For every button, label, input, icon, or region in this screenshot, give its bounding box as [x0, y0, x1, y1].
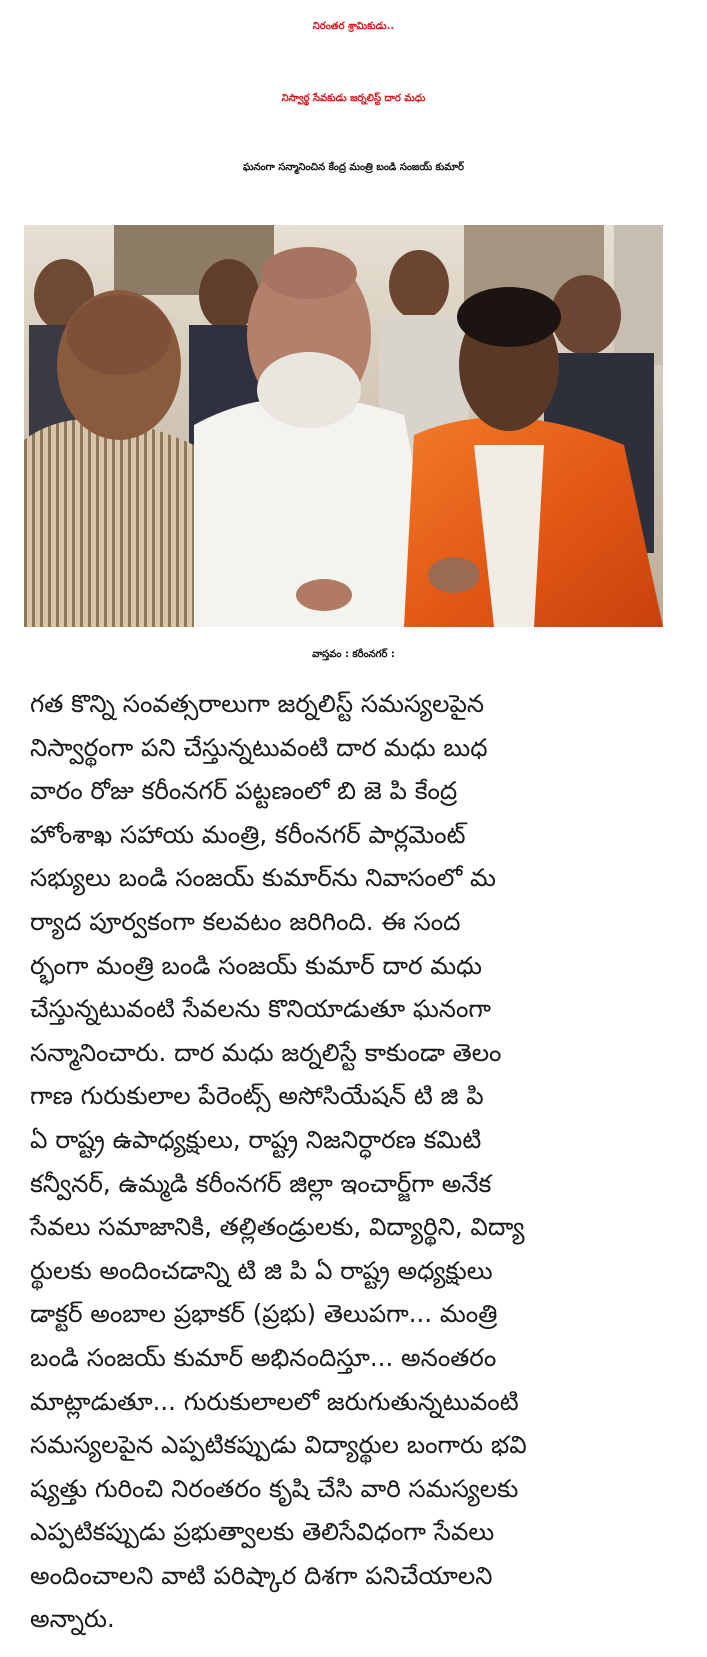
article-line: నిస్వార్థంగా పని చేస్తున్నటువంటి దార మధు బుధ — [30, 732, 488, 762]
article-line: గత కొన్ని సంవత్సరాలుగా జర్నలిస్ట్ సమస్యలపైన — [30, 689, 485, 718]
article-line: ర్భంగా మంత్రి బండి సంజయ్ కుమార్ దార మధు — [30, 950, 482, 980]
article-line: సభ్యులు బండి సంజయ్ కుమార్‌ను నివాసంలో మ — [30, 863, 496, 893]
article-line: ర్యాద పూర్వకంగా కలవటం జరిగింది. ఈ సంద — [30, 906, 461, 936]
article-body — [30, 682, 670, 1641]
article-line: డాక్టర్ అంబాల ప్రభాకర్ (ప్రభు) తెలుపగా... మంత్రి — [30, 1299, 498, 1329]
article-line: సన్మానించారు. దార మధు జర్నలిస్టే కాకుండా తెలం — [30, 1037, 502, 1067]
article-line: ష్యత్తు గురించి నిరంతరం కృషి చేసి వారి సమస్యలకు — [30, 1473, 519, 1503]
article-line: గాణ గురుకులాల పేరెంట్స్ అసోసియేషన్ టి జి పి — [30, 1081, 484, 1111]
article-line: కన్వీనర్, ఉమ్మడి కరీంనగర్ జిల్లా ఇంచార్జ్‌గా అనేక — [30, 1168, 492, 1198]
photo-illustration — [24, 225, 663, 627]
article-line: అన్నారు. — [30, 1604, 115, 1634]
dateline: వాస్తవం : కరీంనగర్ : — [312, 649, 395, 660]
article-line: ఏ రాష్ట్ర ఉపాధ్యక్షులు, రాష్ట్ర నిజనిర్ధారణ కమిటి — [30, 1124, 482, 1154]
article-line: సేవలు సమాజానికి, తల్లితండ్రులకు, విద్యార్థిని, విద్యా — [30, 1212, 525, 1242]
article-line: హోంశాఖ సహాయ మంత్రి, కరీంనగర్ పార్లమెంట్ — [30, 819, 466, 849]
article-line: అందించాలని వాటి పరిష్కార దిశగా పనిచేయాలని — [30, 1560, 493, 1590]
subheadline: ఘనంగా సన్మానించిన కేంద్ర మంత్రి బండి సంజయ్ కుమార్ — [243, 162, 464, 173]
article-line: ర్థులకు అందించడాన్ని టి జి పి ఏ రాష్ట్ర అధ్యక్షులు — [30, 1255, 493, 1285]
article-line: సమస్యలపైన ఎప్పటికప్పుడు విద్యార్థుల బంగారు భవి — [30, 1430, 527, 1460]
article-line: బండి సంజయ్ కుమార్ అభినందిస్తూ... అనంతరం — [30, 1342, 497, 1372]
article-line: వారం రోజు కరీంనగర్ పట్టణంలో బి జె పి కేంద్ర — [30, 776, 458, 806]
article-line: చేస్తున్నటువంటి సేవలను కొనియాడుతూ ఘనంగా — [30, 994, 491, 1024]
headline-line-1: నిరంతర శ్రామికుడు.. — [312, 21, 395, 32]
article-line: ఎప్పటికప్పుడు ప్రభుత్వాలకు తెలిసేవిధంగా సేవలు — [30, 1517, 495, 1547]
article-line: మాట్లాడుతూ... గురుకులాలలో జరుగుతున్నటువంటి — [30, 1386, 519, 1416]
headline-line-2: నిస్వార్థ సేవకుడు జర్నలిస్ట్ దార మధు — [281, 93, 426, 104]
news-photo — [24, 225, 663, 627]
